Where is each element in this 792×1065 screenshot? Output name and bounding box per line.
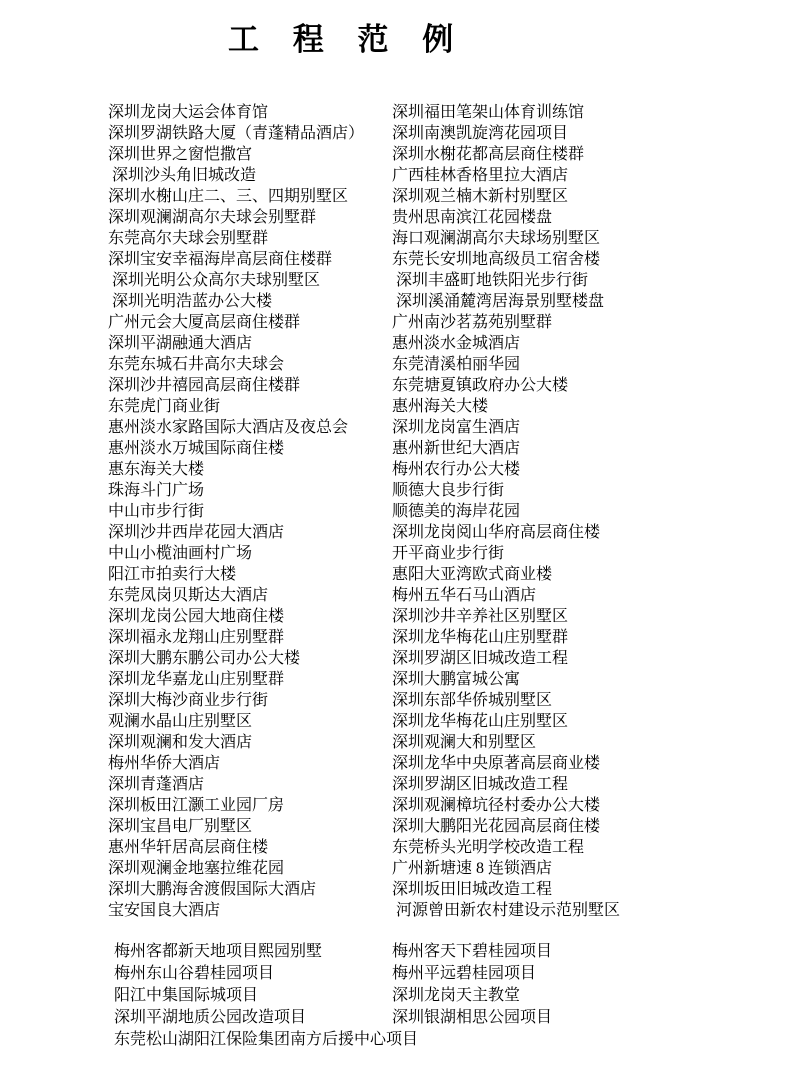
project-row [108, 627, 792, 648]
project-list [108, 102, 792, 921]
project-row [108, 228, 792, 249]
project-name-left: 东莞凤岗贝斯达大酒店 [108, 587, 269, 604]
project-row [108, 480, 792, 501]
project-name-left: 广州元会大厦高层商住楼群 [108, 314, 301, 331]
project-name-right: 开平商业步行街 [392, 545, 505, 562]
project-name-right: 东莞塘夏镇政府办公大楼 [392, 377, 569, 394]
project-row [108, 501, 792, 522]
project-name-left: 深圳龙岗公园大地商住楼 [108, 608, 285, 625]
project-name-right: 深圳坂田旧城改造工程 [392, 881, 553, 898]
project-name-right: 梅州五华石马山酒店 [392, 587, 537, 604]
project-name-left: 宝安国良大酒店 [108, 902, 221, 919]
project-row [108, 270, 792, 291]
project-row [108, 438, 792, 459]
project-row [108, 375, 792, 396]
project-name-right: 深圳东部华侨城别墅区 [392, 692, 553, 709]
project-name-left: 深圳大梅沙商业步行街 [108, 692, 269, 709]
project-name-left: 深圳观澜金地塞拉维花园 [108, 860, 285, 877]
project-name-right: 深圳罗湖区旧城改造工程 [392, 776, 569, 793]
project-name-left: 惠州淡水家路国际大酒店及夜总会 [108, 419, 349, 436]
project-name-right: 梅州平远碧桂园项目 [392, 965, 537, 982]
project-name-right: 深圳福田笔架山体育训练馆 [392, 104, 585, 121]
project-row [108, 774, 792, 795]
project-name-right: 惠州淡水金城酒店 [392, 335, 521, 352]
project-name-right: 顺德美的海岸花园 [392, 503, 521, 520]
project-name-right: 河源曾田新农村建设示范别墅区 [392, 902, 621, 919]
project-name-right: 东莞桥头光明学校改造工程 [392, 839, 585, 856]
project-name-right: 深圳龙岗富生酒店 [392, 419, 521, 436]
project-name-right: 梅州客天下碧桂园项目 [392, 943, 553, 960]
project-row [108, 564, 792, 585]
project-name-left: 深圳大鹏东鹏公司办公大楼 [108, 650, 301, 667]
project-row [108, 144, 792, 165]
project-name-left: 观澜水晶山庄别墅区 [108, 713, 253, 730]
project-name-right: 惠州海关大楼 [392, 398, 489, 415]
project-row [108, 837, 792, 858]
project-row [108, 249, 792, 270]
project-name-right: 东莞清溪柏丽华园 [392, 356, 521, 373]
project-row [108, 459, 792, 480]
project-name-left: 珠海斗门广场 [108, 482, 205, 499]
project-name-right: 深圳观兰楠木新村别墅区 [392, 188, 569, 205]
project-name-right: 深圳龙岗天主教堂 [392, 987, 521, 1004]
project-row [114, 963, 792, 985]
project-name-left: 深圳光明公众高尔夫球别墅区 [108, 272, 321, 289]
project-row [114, 985, 792, 1007]
project-name-right: 深圳沙井辛养社区别墅区 [392, 608, 569, 625]
project-name-left: 深圳沙井禧园高层商住楼群 [108, 377, 301, 394]
project-row [108, 900, 792, 921]
project-name-left: 惠州淡水万城国际商住楼 [108, 440, 285, 457]
project-name-right: 深圳银湖相思公园项目 [392, 1009, 553, 1026]
project-row [108, 207, 792, 228]
page-title: 工 程 范 例 [228, 22, 467, 57]
project-name-left: 阳江市拍卖行大楼 [108, 566, 237, 583]
project-name-right: 深圳龙华中央原著高层商业楼 [392, 755, 601, 772]
project-name-right: 惠阳大亚湾欧式商业楼 [392, 566, 553, 583]
project-name-left: 深圳板田江灏工业园厂房 [108, 797, 285, 814]
project-row [108, 690, 792, 711]
project-name-right: 深圳龙华梅花山庄别墅区 [392, 713, 569, 730]
project-name-left: 深圳沙井西岸花园大酒店 [108, 524, 285, 541]
project-name-left: 深圳世界之窗恺撒宫 [108, 146, 253, 163]
project-name-left: 惠东海关大楼 [108, 461, 205, 478]
project-row [108, 879, 792, 900]
project-name-right: 东莞长安圳地高级员工宿舍楼 [392, 251, 601, 268]
project-name-left: 深圳沙头角旧城改造 [108, 167, 257, 184]
project-name-left: 梅州东山谷碧桂园项目 [114, 965, 275, 982]
project-name-left: 深圳龙华嘉龙山庄别墅群 [108, 671, 285, 688]
project-row [108, 816, 792, 837]
project-name-right: 深圳丰盛町地铁阳光步行街 [392, 272, 589, 289]
project-row [108, 291, 792, 312]
project-row [108, 396, 792, 417]
project-name-right: 海口观澜湖高尔夫球场别墅区 [392, 230, 601, 247]
project-name-left: 中山小榄油画村广场 [108, 545, 253, 562]
project-name-left: 深圳平湖地质公园改造项目 [114, 1009, 307, 1026]
project-row [108, 732, 792, 753]
project-name-right: 梅州农行办公大楼 [392, 461, 521, 478]
project-name-left: 东莞虎门商业街 [108, 398, 221, 415]
project-row [108, 543, 792, 564]
project-row [108, 186, 792, 207]
project-row [114, 941, 792, 963]
project-name-right: 深圳溪涌麓湾居海景别墅楼盘 [392, 293, 605, 310]
project-name-right: 惠州新世纪大酒店 [392, 440, 521, 457]
project-row [108, 711, 792, 732]
project-name-right: 深圳水榭花都高层商住楼群 [392, 146, 585, 163]
project-name-right: 深圳南澳凯旋湾花园项目 [392, 125, 569, 142]
project-name-right: 广州南沙茗荔苑别墅群 [392, 314, 553, 331]
project-name-left: 东莞高尔夫球会别墅群 [108, 230, 269, 247]
project-name-left: 深圳罗湖铁路大厦（青蓬精品酒店） [108, 125, 365, 142]
project-name-left: 阳江中集国际城项目 [114, 987, 259, 1004]
project-row [108, 522, 792, 543]
project-name-left: 深圳大鹏海舍渡假国际大酒店 [108, 881, 317, 898]
project-row [114, 1007, 792, 1029]
project-row [108, 417, 792, 438]
project-row [108, 333, 792, 354]
project-row [108, 753, 792, 774]
project-row [108, 312, 792, 333]
project-name-right: 贵州思南滨江花园楼盘 [392, 209, 553, 226]
project-name-left: 东莞东城石井高尔夫球会 [108, 356, 285, 373]
project-row [108, 585, 792, 606]
project-name-left: 深圳观澜湖高尔夫球会别墅群 [108, 209, 317, 226]
project-name-left: 深圳龙岗大运会体育馆 [108, 104, 269, 121]
project-name-left: 梅州华侨大酒店 [108, 755, 221, 772]
project-name-right: 深圳观澜樟坑径村委办公大楼 [392, 797, 601, 814]
project-name-left: 深圳光明浩蓝办公大楼 [108, 293, 273, 310]
footer-project-line: 东莞松山湖阳江保险集团南方后援中心项目 [114, 1031, 419, 1048]
project-name-left: 梅州客都新天地项目熙园别墅 [114, 943, 323, 960]
project-row [108, 669, 792, 690]
project-name-right: 深圳大鹏富城公寓 [392, 671, 521, 688]
project-row [108, 354, 792, 375]
project-name-right: 深圳龙岗阅山华府高层商住楼 [392, 524, 601, 541]
project-name-right: 深圳罗湖区旧城改造工程 [392, 650, 569, 667]
project-name-left: 深圳青蓬酒店 [108, 776, 205, 793]
project-name-left: 深圳福永龙翔山庄别墅群 [108, 629, 285, 646]
project-name-left: 深圳宝安幸福海岸高层商住楼群 [108, 251, 333, 268]
project-name-right: 广州新塘速 8 连锁酒店 [392, 860, 553, 877]
project-name-right: 顺德大良步行街 [392, 482, 505, 499]
project-name-left: 深圳水榭山庄二、三、四期别墅区 [108, 188, 349, 205]
project-row [108, 102, 792, 123]
project-row [108, 606, 792, 627]
project-row [108, 165, 792, 186]
project-name-left: 深圳观澜和发大酒店 [108, 734, 253, 751]
project-name-right: 广西桂林香格里拉大酒店 [392, 167, 569, 184]
project-row [108, 795, 792, 816]
project-name-left: 中山市步行街 [108, 503, 205, 520]
project-name-left: 深圳平湖融通大酒店 [108, 335, 253, 352]
supplementary-project-list [114, 941, 792, 1029]
project-name-right: 深圳大鹏阳光花园高层商住楼 [392, 818, 601, 835]
project-row [108, 858, 792, 879]
project-row [108, 123, 792, 144]
project-row [108, 648, 792, 669]
project-name-left: 深圳宝昌电厂别墅区 [108, 818, 253, 835]
project-name-right: 深圳龙华梅花山庄别墅群 [392, 629, 569, 646]
project-name-right: 深圳观澜大和别墅区 [392, 734, 537, 751]
project-name-left: 惠州华轩居高层商住楼 [108, 839, 269, 856]
